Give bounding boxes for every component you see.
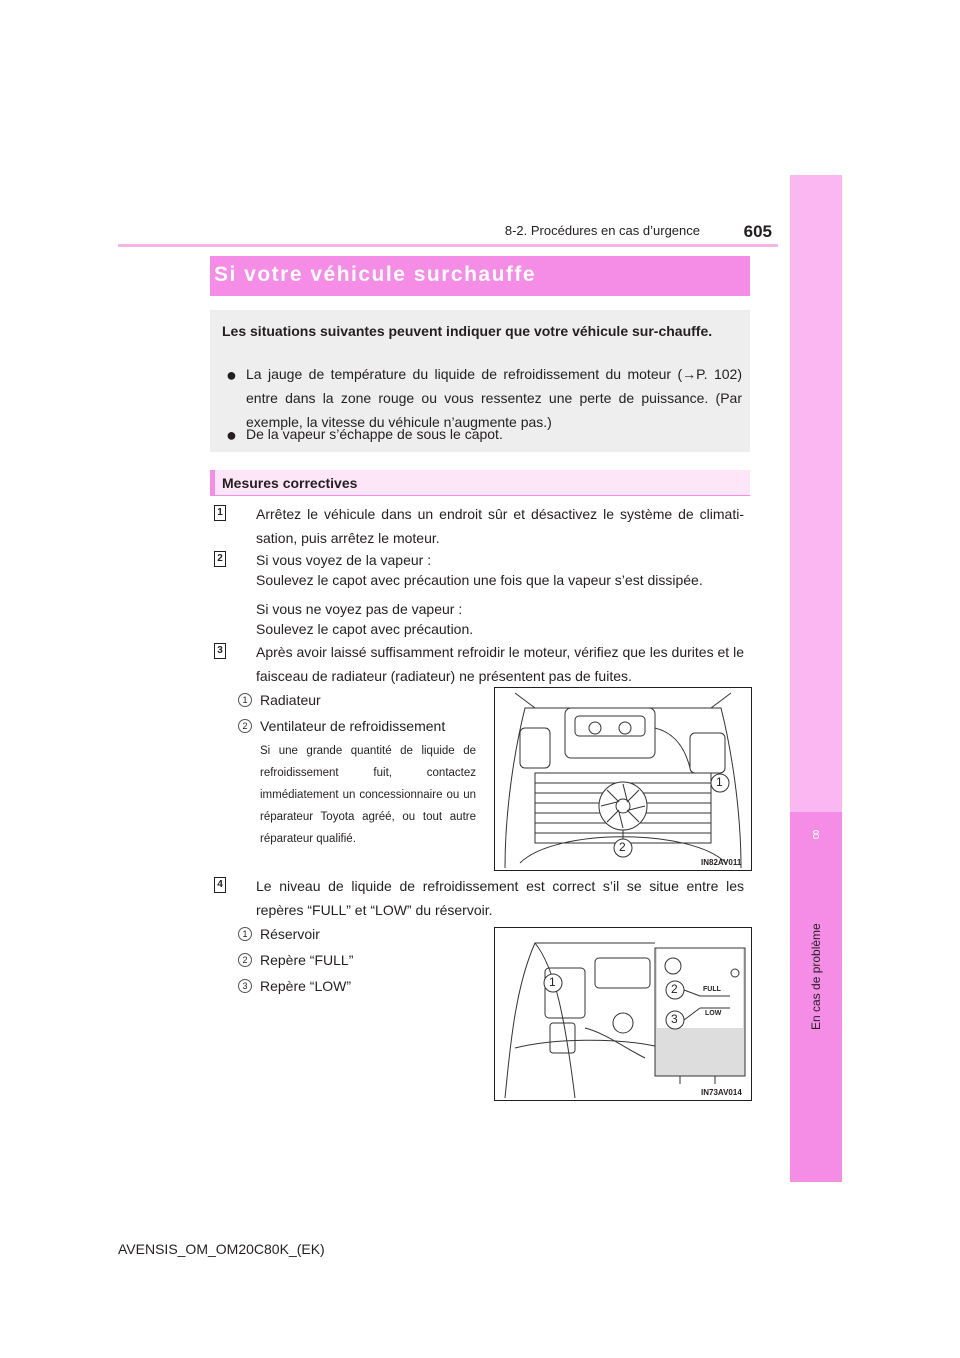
chapter-number: 8 <box>812 827 820 842</box>
step-number-4: 4 <box>214 877 226 893</box>
step-2-line-4: Soulevez le capot avec précaution. <box>256 621 474 637</box>
callout-1-marker: 1 <box>238 693 252 707</box>
figure-1-callout-2: 2 <box>619 840 626 854</box>
bullet-icon: ● <box>226 365 237 385</box>
subsection-rule <box>215 495 750 496</box>
low-mark-label: LOW <box>705 1010 722 1017</box>
step-4-item-1: Réservoir <box>260 926 320 942</box>
step-2-line-2: Soulevez le capot avec précaution une fois que la vapeur s’est dissipée. <box>256 572 703 588</box>
callout-3-marker: 3 <box>238 979 252 993</box>
summary-bullet-1: La jauge de température du liquide de refroidissement du moteur (→P. 102) entre dans la zone rouge ou vous ressentez une perte de puissance. (Par exemple, la vitesse du véhicule n’augmente pas.) <box>246 366 742 430</box>
figure-2-callout-3: 3 <box>671 1012 678 1026</box>
step-3-item-2: Ventilateur de refroidissement <box>260 718 446 734</box>
page-title: Si votre véhicule surchauffe <box>214 263 537 286</box>
figure-2-callout-2: 2 <box>671 982 678 996</box>
bullet-icon: ● <box>226 425 237 445</box>
header-rule <box>118 244 778 247</box>
step-1-text: Arrêtez le véhicule dans un endroit sûr et désactivez le système de climati-sation, puis arrêtez le moteur. <box>256 506 744 546</box>
step-2-line-3: Si vous ne voyez pas de vapeur : <box>256 601 463 617</box>
step-number-1: 1 <box>214 505 226 521</box>
step-3-note: Si une grande quantité de liquide de refroidissement fuit, contactez immédiatement un concessionnaire ou un réparateur Toyota agréé, ou tout autre réparateur qualifié. <box>260 745 476 845</box>
step-4-item-3: Repère “LOW” <box>260 978 352 994</box>
document-code: AVENSIS_OM_OM20C80K_(EK) <box>118 1241 325 1257</box>
step-4-text: Le niveau de liquide de refroidissement est correct s’il se situe entre les repères “FULL” et “LOW” du réservoir. <box>256 878 744 918</box>
full-mark-label: FULL <box>703 986 721 993</box>
step-number-2: 2 <box>214 551 226 567</box>
step-3-item-1: Radiateur <box>260 692 321 708</box>
callout-2-marker: 2 <box>238 719 252 733</box>
figure-1-callout-1: 1 <box>716 775 723 789</box>
chapter-label: En cas de problème <box>809 923 823 1030</box>
figure-2-code: IN73AV014 <box>701 1088 742 1097</box>
engine-bay-figure <box>494 687 752 871</box>
page-number: 605 <box>743 222 772 241</box>
reservoir-figure <box>494 927 752 1101</box>
step-4-item-2: Repère “FULL” <box>260 952 354 968</box>
callout-2-marker: 2 <box>238 953 252 967</box>
section-title: 8-2. Procédures en cas d’urgence <box>504 223 700 238</box>
figure-2-callout-1: 1 <box>549 975 556 989</box>
summary-intro: Les situations suivantes peuvent indiquer que votre véhicule sur-chauffe. <box>222 323 713 339</box>
subsection-heading: Mesures correctives <box>222 475 358 491</box>
step-2-line-1: Si vous voyez de la vapeur : <box>256 552 432 568</box>
step-number-3: 3 <box>214 643 226 659</box>
callout-1-marker: 1 <box>238 927 252 941</box>
summary-bullet-2: De la vapeur s’échappe de sous le capot. <box>246 426 503 442</box>
step-3-text: Après avoir laissé suffisamment refroidir le moteur, vérifiez que les durites et le faisceau de radiateur (radiateur) ne présentent pas de fuites. <box>256 644 744 684</box>
figure-1-code: IN82AV011 <box>701 858 742 867</box>
subsection-accent <box>210 470 215 496</box>
